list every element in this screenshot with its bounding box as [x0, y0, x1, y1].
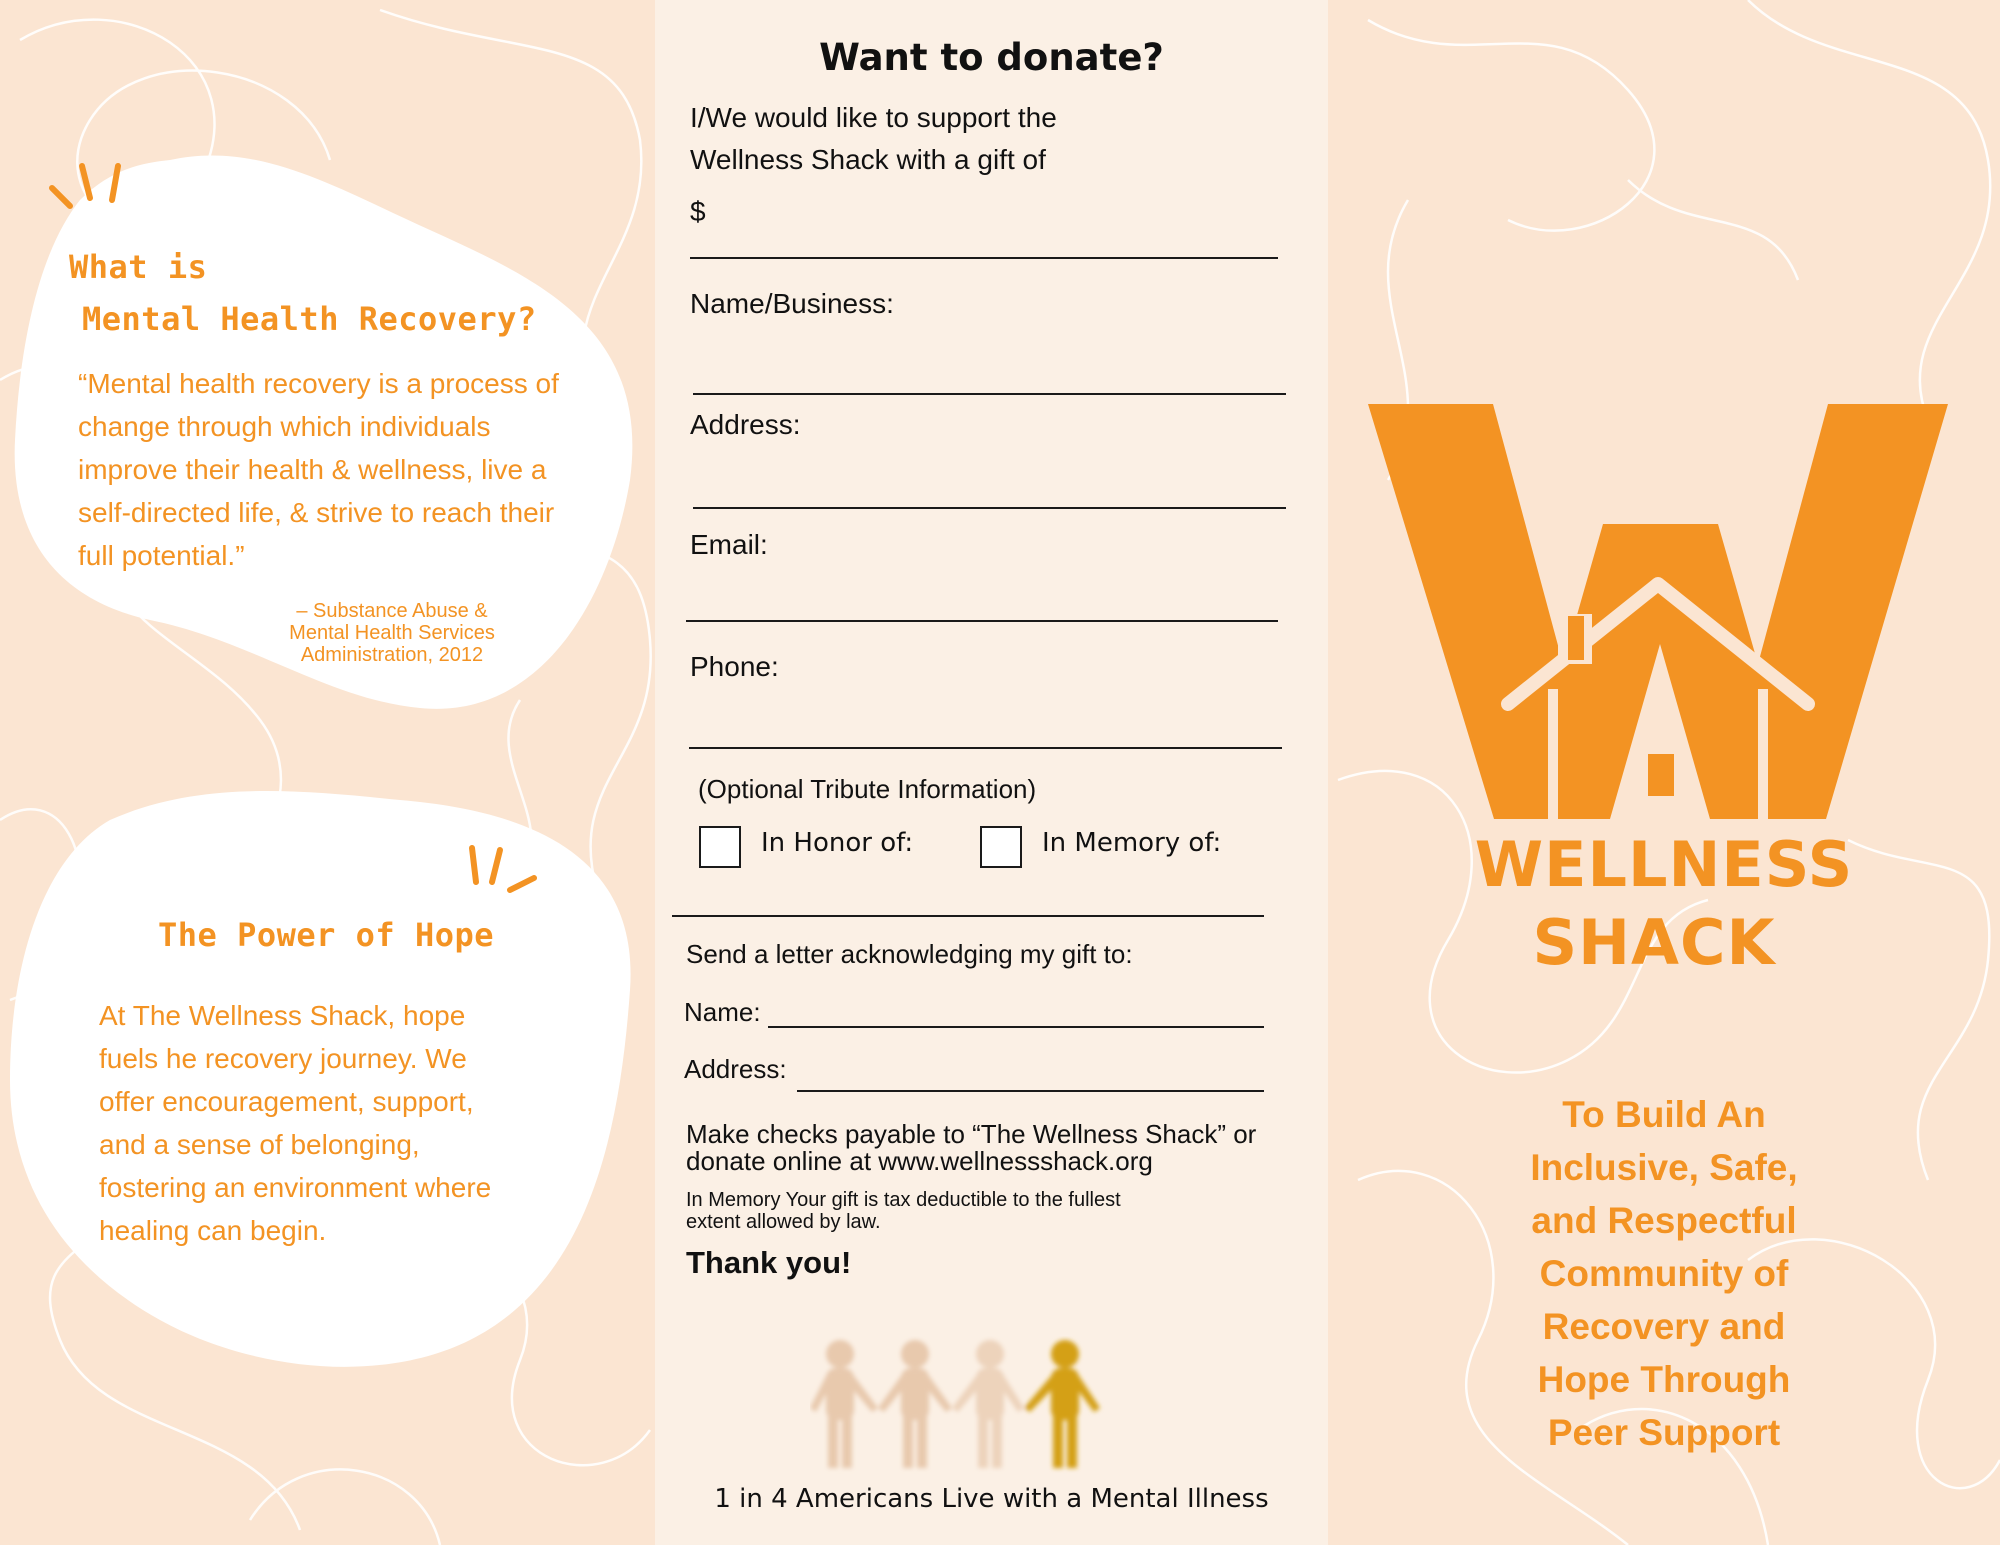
hope-body [99, 994, 599, 1252]
wellness-shack-logo-icon [1368, 404, 1958, 824]
name-business-line[interactable] [693, 393, 1286, 395]
hope-line: fuels he recovery journey. We [99, 1043, 467, 1074]
thank-you: Thank you! [686, 1245, 852, 1280]
mission-line: Peer Support [1547, 1412, 1781, 1453]
logo-word-shack: SHACK [1532, 906, 1776, 979]
ack-name-line[interactable] [768, 1026, 1264, 1028]
mission-line: Hope Through [1537, 1359, 1791, 1400]
gift-amount-line[interactable] [690, 257, 1278, 259]
hope-line: and a sense of belonging, [99, 1129, 420, 1160]
email-label: Email: [690, 529, 768, 560]
person-figure [810, 1340, 878, 1468]
ack-name-label: Name: [684, 997, 761, 1027]
in-memory-label: In Memory of: [1042, 828, 1222, 858]
phone-line[interactable] [689, 747, 1282, 749]
dollar-sign: $ [690, 196, 706, 227]
in-honor-checkbox[interactable] [699, 826, 741, 868]
cover-panel [1328, 0, 2000, 1545]
hope-heading: The Power of Hope [158, 916, 495, 954]
recovery-quote [78, 362, 618, 577]
in-honor-label: In Honor of: [761, 828, 914, 858]
left-panel [0, 0, 655, 1545]
logo-word-wellness: WELLNESS [1474, 828, 1854, 901]
hope-line: fostering an environment where [99, 1172, 492, 1203]
mental-illness-stat: 1 in 4 Americans Live with a Mental Illness [714, 1484, 1269, 1514]
quote-line: improve their health & wellness, live a [78, 454, 547, 485]
recovery-citation [262, 600, 522, 666]
tribute-name-line[interactable] [672, 915, 1264, 917]
tax-line1: In Memory Your gift is tax deductible to the fullest [686, 1189, 1121, 1211]
accent-burst-icon [44, 158, 124, 214]
hope-line: healing can begin. [99, 1215, 327, 1246]
acknowledge-label: Send a letter acknowledging my gift to: [686, 939, 1133, 969]
intro-line2: Wellness Shack with a gift of [690, 144, 1046, 175]
person-figure-highlighted [1024, 1340, 1100, 1468]
donation-form-panel [655, 0, 1328, 1545]
intro-line1: I/We would like to support the [690, 102, 1057, 133]
checks-line2: donate online at www.wellnessshack.org [686, 1146, 1153, 1176]
mission-line: Recovery and [1542, 1306, 1786, 1347]
mission-line: and Respectful [1531, 1200, 1797, 1241]
mission-line: Community of [1539, 1253, 1789, 1294]
name-business-label: Name/Business: [690, 288, 894, 319]
accent-burst-icon [462, 842, 542, 898]
in-memory-checkbox[interactable] [980, 826, 1022, 868]
quote-line: self-directed life, & strive to reach their [78, 497, 555, 528]
hope-line: At The Wellness Shack, hope [99, 1000, 466, 1031]
hope-line: offer encouragement, support, [99, 1086, 474, 1117]
address-line[interactable] [693, 507, 1286, 509]
tax-line2: extent allowed by law. [686, 1211, 881, 1233]
people-holding-hands-illustration [810, 1336, 1110, 1476]
tax-note [686, 1189, 1121, 1233]
checks-note [686, 1121, 1256, 1175]
citation-line: Mental Health Services [289, 622, 495, 644]
quote-line: “Mental health recovery is a process of [78, 368, 559, 399]
quote-line: change through which individuals [78, 411, 491, 442]
mission-line: To Build An [1562, 1094, 1766, 1135]
donate-title: Want to donate? [819, 36, 1164, 79]
tribute-label: (Optional Tribute Information) [698, 774, 1037, 804]
person-figure [952, 1340, 1024, 1468]
mission-line: Inclusive, Safe, [1530, 1147, 1798, 1188]
citation-line: Administration, 2012 [300, 644, 484, 666]
phone-label: Phone: [690, 651, 779, 682]
checks-line1: Make checks payable to “The Wellness Shack” or [686, 1119, 1257, 1149]
address-label: Address: [690, 409, 801, 440]
citation-line: – Substance Abuse & [296, 600, 488, 622]
quote-line: full potential.” [78, 540, 245, 571]
ack-address-line[interactable] [797, 1090, 1264, 1092]
recovery-heading-line2: Mental Health Recovery? [82, 300, 537, 338]
ack-address-label: Address: [684, 1054, 787, 1084]
recovery-heading-line1: What is [69, 248, 208, 286]
email-line[interactable] [686, 620, 1278, 622]
person-figure [878, 1340, 952, 1468]
mission-statement [1328, 1088, 2000, 1459]
